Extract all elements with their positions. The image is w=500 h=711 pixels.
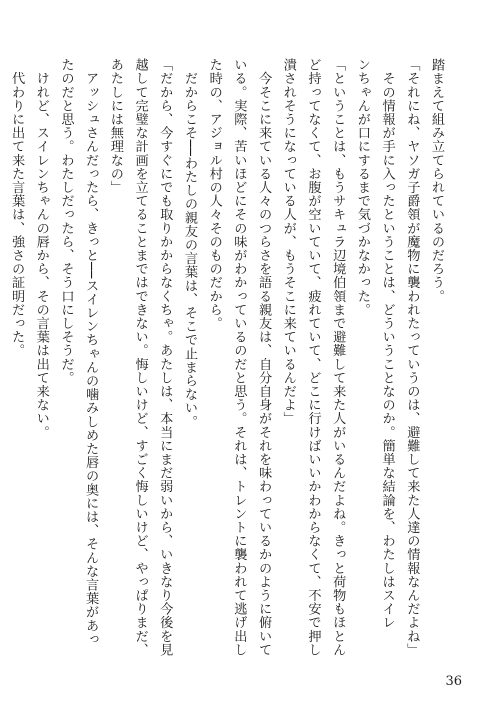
text-line: 越して完璧な計画を立てることまではできない。悔しいけど、すごく悔しいけど、やっぱりまだ、 — [132, 58, 148, 657]
page-number: 36 — [445, 674, 462, 689]
text-line: ンちゃんが口にするまで気づかなかった。 — [354, 58, 370, 317]
text-line: 潰されそうになっている人が、もうそこに来ているんだよ」 — [280, 58, 296, 426]
text-line: アッシュさんだったら、きっと──スイレンちゃんの噛みしめた唇の奥には、そんな言葉があっ — [83, 58, 99, 646]
text-line: 今そこに来ている人々のつらさを語る親友は、自分自身がそれを味わっているかのように俯いて — [256, 58, 272, 657]
text-line: 「それにね、ヤソガ子爵領が魔物に襲われたっていうのは、避難して来た人達の情報なんだよね」 — [404, 58, 420, 657]
text-line: 踏まえて組み立てられているのだろう。 — [429, 58, 444, 303]
body-text — [9, 58, 448, 657]
text-line: その情報が手に入ったということは、どういうことなのか。簡単な結論を、わたしはスイレ — [379, 58, 395, 630]
text-line: ど持ってなくて、お腹が空いていて、疲れていて、どこに行けばいいかわからなくて、不安で押し — [305, 58, 321, 657]
text-line: 代わりに出て来た言葉は、強さの証明だった。 — [9, 58, 25, 358]
text-line: だからこそ──わたしの親友の言葉は、そこで止まらない。 — [181, 58, 197, 429]
text-line: いる。実際、苦いほどにその味がわかっているのだと思う。それは、トレントに襲われて逃げ出し — [231, 58, 247, 657]
text-line: 「ということは、もうサキュラ辺境伯領まで避難して来た人がいるんだよね。きっと荷物もほとん — [330, 58, 346, 657]
text-line: 「だから、今すぐにでも取りかからなくちゃ。あたしは、本当にまだ弱いから、いきなり今後を見 — [157, 58, 173, 657]
text-line: た時の、アジョル村の人々そのものだから。 — [206, 58, 222, 330]
text-line: たのだと思う。わたしだったら、そう口にしそうだ。 — [58, 58, 74, 385]
text-line: けれど、スイレンちゃんの唇から、その言葉は出て来ない。 — [33, 58, 49, 439]
text-line: あたしには無理なの」 — [107, 58, 123, 194]
